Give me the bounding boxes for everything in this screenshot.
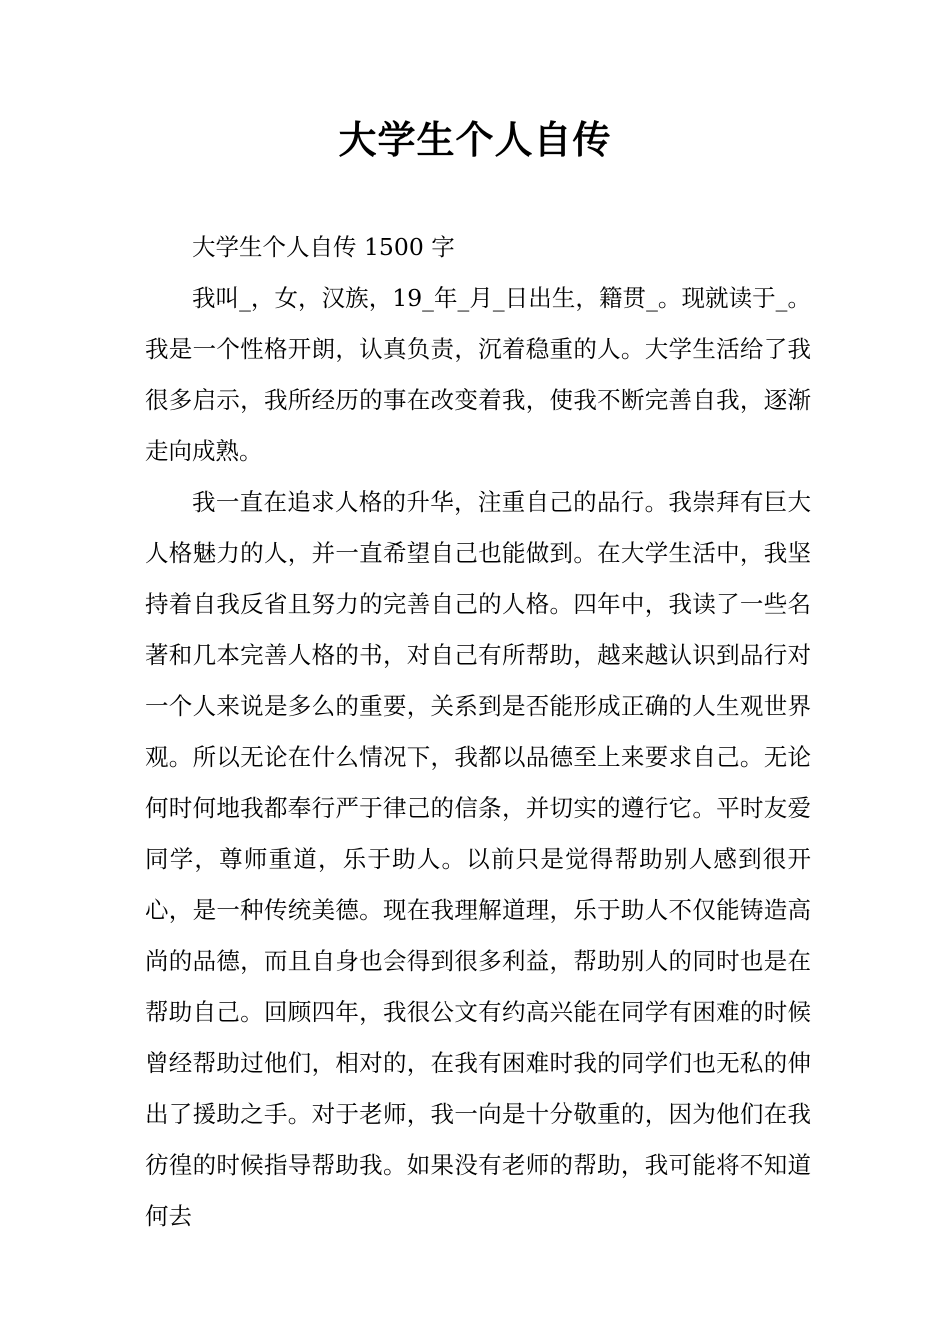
document-title: 大学生个人自传 [338, 117, 612, 162]
paragraph-character: 我一直在追求人格的升华，注重自己的品行。我崇拜有巨大人格魅力的人，并一直希望自己也能做到。在大学生活中，我坚持着自我反省且努力的完善自己的人格。四年中，我读了一些名著和几本完善人格的书，对自己有所帮助，越来越认识到品行对一个人来说是多么的重要，关系到是否能形成正确的人生观世界观。所以无论在什么情况下，我都以品德至上来要求自己。无论何时何地我都奉行严于律己的信条，并切实的遵行它。平时友爱同学，尊师重道，乐于助人。以前只是觉得帮助别人感到很开心，是一种传统美德。现在我理解道理，乐于助人不仅能铸造高尚的品德，而且自身也会得到很多利益，帮助别人的同时也是在帮助自己。回顾四年，我很公文有约高兴能在同学有困难的时候曾经帮助过他们，相对的，在我有困难时我的同学们也无私的伸出了援助之手。对于老师，我一向是十分敬重的，因为他们在我彷徨的时候指导帮助我。如果没有老师的帮助，我可能将不知道何去 [145, 488, 811, 1230]
paragraph-intro: 我叫_，女，汉族，19_年_月_日出生，籍贯_。现就读于_。我是一个性格开朗，认真负责，沉着稳重的人。大学生活给了我很多启示，我所经历的事在改变着我，使我不断完善自我，逐渐走向成熟。 [145, 284, 811, 465]
document-body [145, 222, 811, 1242]
subtitle-line: 大学生个人自传 1500 字 [192, 233, 455, 261]
